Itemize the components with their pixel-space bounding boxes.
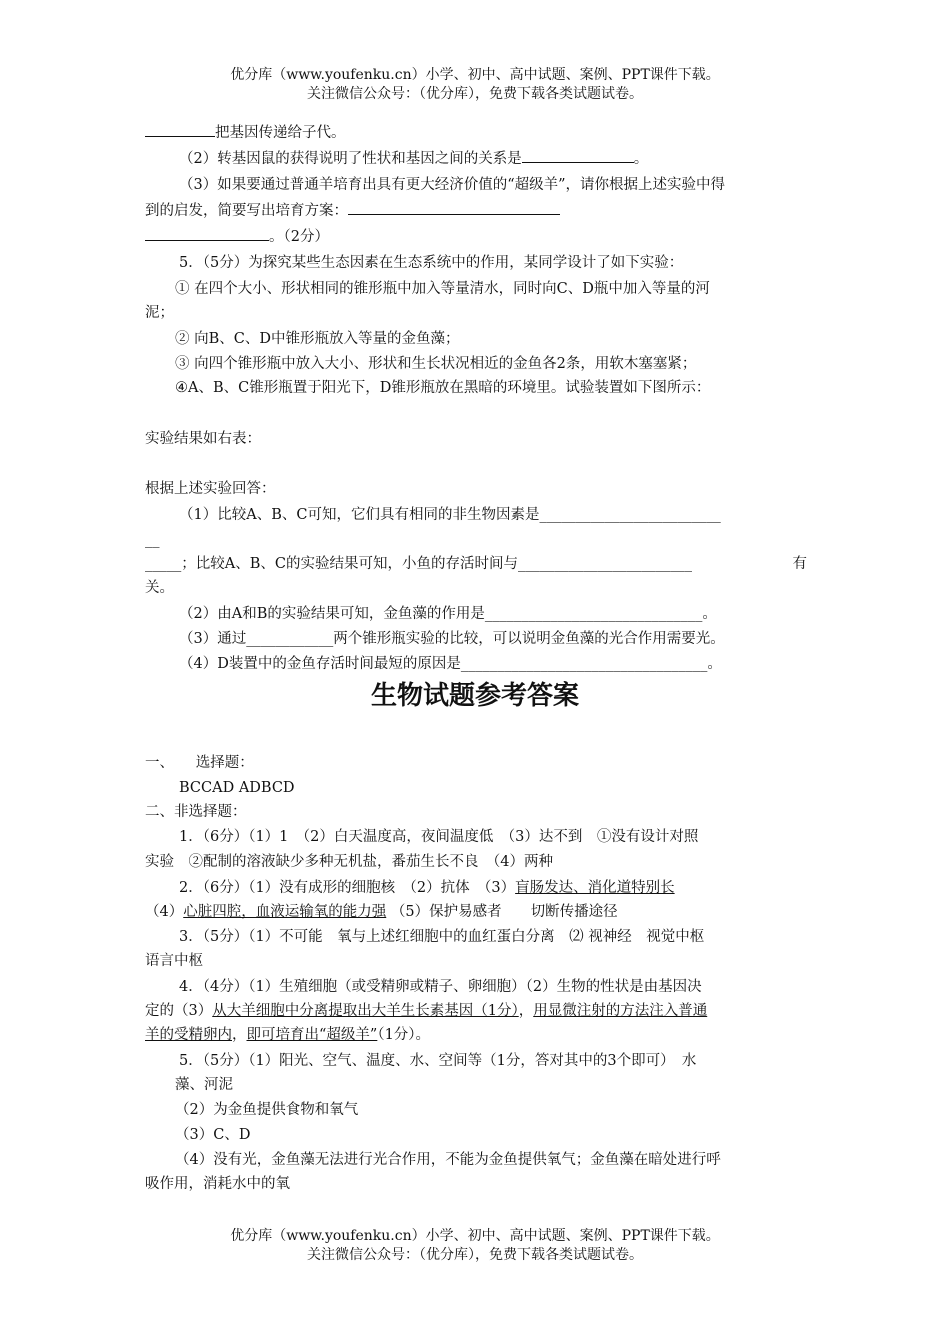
answer-2a: 2．（6分）（1）没有成形的细胞核 （2）抗体 （3）盲肠发达、消化道特别长 — [179, 880, 675, 896]
answer-4b: 定的（3）从大羊细胞中分离提取出大羊生长素基因（1分），用显微注射的方法注入普通 — [145, 1003, 708, 1019]
answer-blank — [145, 121, 215, 137]
footer-line-1: 优分库（www.youfenku.cn）小学、初中、高中试题、案例、PPT课件下载。 — [230, 1228, 720, 1244]
q5-part-3: （3）通过____________两个锥形瓶实验的比较，可以说明金鱼藻的光合作用需要光。 — [179, 631, 725, 647]
answer-5e: （4）没有光，金鱼藻无法进行光合作用，不能为金鱼提供氧气；金鱼藻在暗处进行呼 — [175, 1152, 721, 1168]
answer-1b: 实验 ②配制的溶液缺少多种无机盐，番茄生长不良 （4）两种 — [145, 854, 553, 870]
answer-5c: （2）为金鱼提供食物和氧气 — [175, 1102, 359, 1118]
q5-part-1c: _____；比较A、B、C的实验结果可知，小鱼的存活时间与________________________ 有 — [145, 556, 807, 572]
answer-blank — [145, 225, 269, 241]
footer-line-2: 关注微信公众号：（优分库），免费下载各类试题试卷。 — [307, 1247, 643, 1263]
answer-5d: （3）C、D — [175, 1127, 251, 1143]
page-footer — [0, 1227, 950, 1265]
answer-4c: 羊的受精卵内，即可培育出“超级羊”（1分）。 — [145, 1027, 431, 1043]
q5-part-1a: （1）比较A、B、C可知，它们具有相同的非生物因素是_________________________ — [179, 507, 721, 523]
q5-step-4: ④A、B、C锥形瓶置于阳光下，D锥形瓶放在黑暗的环境里。试验装置如下图所示： — [175, 380, 711, 396]
q5-part-1b: __ — [145, 532, 160, 548]
q4-line-2: （2）转基因鼠的获得说明了性状和基因之间的关系是 。 — [179, 147, 807, 171]
q4-line-3: （3）如果要通过普通羊培育出具有更大经济价值的“超级羊”，请你根据上述实验中得 — [179, 177, 726, 193]
answer-3a: 3．（5分）（1）不可能 氧与上述红细胞中的血红蛋白分离 ⑵ 视神经 视觉中枢 — [179, 929, 705, 945]
answer-blank — [348, 199, 560, 215]
answer-blank — [522, 147, 634, 163]
header-line-1: 优分库（www.youfenku.cn）小学、初中、高中试题、案例、PPT课件下载。 — [230, 67, 720, 83]
q5-step-1b: 泥； — [145, 305, 174, 321]
q5-answer-intro: 根据上述实验回答： — [145, 481, 276, 497]
q5-intro: 5．（5分）为探究某些生态因素在生态系统中的作用，某同学设计了如下实验： — [179, 255, 684, 271]
mc-answers: BCCAD ADBCD — [179, 780, 295, 796]
answer-2b: （4）心脏四腔，血液运输氧的能力强 （5）保护易感者 切断传播途径 — [145, 904, 618, 920]
page-header — [0, 66, 950, 104]
answer-5a: 5．（5分）（1）阳光、空气、温度、水、空间等（1分，答对其中的3个即可） 水 — [179, 1053, 697, 1069]
answer-5b: 藻、河泥 — [175, 1077, 233, 1093]
q4-line-1: 把基因传递给子代。 — [145, 121, 807, 145]
q5-step-3: ③ 向四个锥形瓶中放入大小、形状和生长状况相近的金鱼各2条，用软木塞塞紧； — [175, 356, 697, 372]
answers-title: 生物试题参考答案 — [370, 681, 579, 711]
q4-line-4: 到的启发，简要写出培育方案： — [145, 199, 807, 223]
section-2-heading: 二、非选择题： — [145, 804, 247, 820]
answer-4a: 4．（4分）（1）生殖细胞（或受精卵或精子、卵细胞）（2）生物的性状是由基因决 — [179, 979, 702, 995]
q5-result-note: 实验结果如右表： — [145, 431, 261, 447]
answer-5f: 吸作用，消耗水中的氧 — [145, 1176, 290, 1192]
q5-part-4: （4）D装置中的金鱼存活时间最短的原因是__________________________________。 — [179, 656, 722, 672]
header-line-2: 关注微信公众号：（优分库），免费下载各类试题试卷。 — [307, 86, 643, 102]
q4-line-5: 。（2分） — [145, 225, 807, 249]
answer-3b: 语言中枢 — [145, 953, 203, 969]
q5-step-2: ② 向B、C、D中锥形瓶放入等量的金鱼藻； — [175, 331, 460, 347]
q5-part-1d: 关。 — [145, 580, 174, 596]
q5-part-2: （2）由A和B的实验结果可知，金鱼藻的作用是______________________________。 — [179, 606, 717, 622]
section-1-heading: 一、 选择题： — [145, 755, 254, 771]
q5-step-1a: ① 在四个大小、形状相同的锥形瓶中加入等量清水，同时向C、D瓶中加入等量的河 — [175, 281, 710, 297]
answer-1a: 1．（6分）（1）1 （2）白天温度高，夜间温度低 （3）达不到 ①没有设计对照 — [179, 829, 699, 845]
